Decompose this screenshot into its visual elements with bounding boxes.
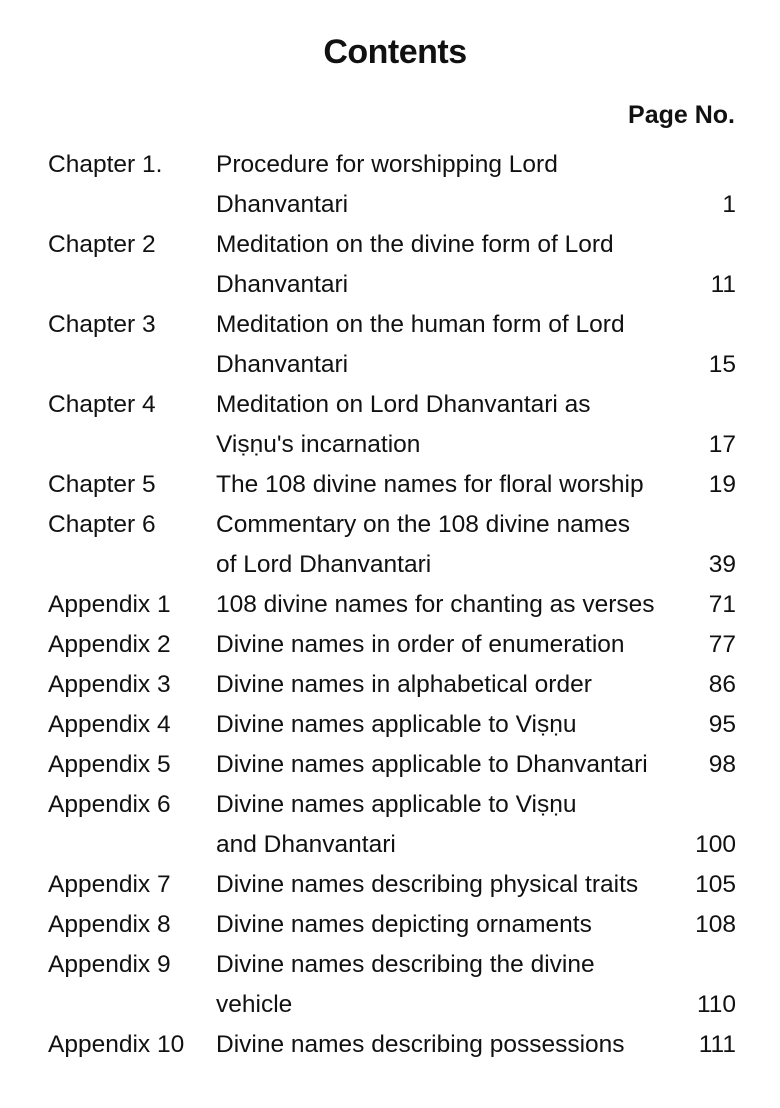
- entry-page-number: 11: [710, 271, 736, 298]
- contents-entry: [48, 465, 736, 505]
- entry-title-line: Meditation on the divine form of Lord: [216, 231, 614, 258]
- entry-title-line: Meditation on the human form of Lord: [216, 311, 625, 338]
- entry-title: [216, 305, 692, 385]
- entry-title-line: Meditation on Lord Dhanvantari as: [216, 391, 591, 418]
- entry-title: [216, 905, 689, 945]
- entry-title-line: Procedure for worshipping Lord: [216, 151, 558, 178]
- entry-label: Chapter 5: [48, 471, 156, 498]
- entry-label: Appendix 9: [48, 951, 171, 978]
- contents-entry: [48, 785, 736, 865]
- entry-title-line: Divine names describing physical traits: [216, 871, 639, 898]
- entry-label: Appendix 5: [48, 751, 171, 778]
- entry-label: Chapter 6: [48, 511, 156, 538]
- entry-page-number: 17: [708, 431, 736, 458]
- entry-page-number: 108: [695, 911, 736, 938]
- entry-title-line: Divine names describing the divine: [216, 951, 595, 978]
- entry-label: Appendix 6: [48, 791, 171, 818]
- entry-page-number: 98: [708, 751, 736, 778]
- entry-page-number: 105: [695, 871, 736, 898]
- entry-page-number: 19: [708, 471, 736, 498]
- entry-title-line: Dhanvantari: [216, 351, 349, 378]
- entry-title: [216, 505, 692, 585]
- entry-title-line: Divine names applicable to Viṣṇu: [216, 711, 577, 738]
- entry-page-number: 39: [708, 551, 736, 578]
- entry-title: [216, 745, 692, 785]
- entry-page-number: 77: [708, 631, 736, 658]
- entry-page-number: 15: [708, 351, 736, 378]
- contents-entry: [48, 1025, 736, 1065]
- entry-page-number: 71: [708, 591, 736, 618]
- entry-page-number: 86: [708, 671, 736, 698]
- contents-entry: [48, 225, 736, 305]
- contents-entry: [48, 905, 736, 945]
- entry-title: [216, 145, 692, 225]
- entry-title: [216, 625, 692, 665]
- contents-list: [48, 145, 736, 1065]
- entry-page-number: 110: [696, 991, 736, 1018]
- entry-label: Chapter 2: [48, 231, 156, 258]
- entry-title-line: Divine names describing possessions: [216, 1031, 625, 1058]
- entry-title-line: Divine names applicable to Viṣṇu: [216, 791, 577, 818]
- entry-label: Chapter 4: [48, 391, 156, 418]
- entry-label: Appendix 10: [48, 1031, 185, 1058]
- entry-title: [216, 1025, 692, 1065]
- contents-entry: [48, 745, 736, 785]
- entry-label: Chapter 1.: [48, 151, 163, 178]
- entry-title: [216, 665, 692, 705]
- entry-title-line: vehicle: [216, 991, 293, 1018]
- entry-title: [216, 785, 689, 865]
- entry-label: Appendix 8: [48, 911, 171, 938]
- entry-title: [216, 385, 692, 465]
- entry-page-number: 111: [698, 1031, 736, 1058]
- entry-title: [216, 865, 689, 905]
- contents-entry: [48, 665, 736, 705]
- entry-label: Appendix 3: [48, 671, 171, 698]
- entry-label: Appendix 7: [48, 871, 171, 898]
- page-title: Contents: [323, 33, 467, 71]
- contents-entry: [48, 385, 736, 465]
- contents-entry: [48, 865, 736, 905]
- entry-label: Appendix 4: [48, 711, 171, 738]
- entry-title-line: Commentary on the 108 divine names: [216, 511, 630, 538]
- entry-title-line: of Lord Dhanvantari: [216, 551, 432, 578]
- entry-title-line: The 108 divine names for floral worship: [216, 471, 644, 498]
- entry-page-number: 1: [722, 191, 736, 218]
- page-number-header: Page No.: [628, 101, 735, 129]
- contents-entry: [48, 145, 736, 225]
- entry-title-line: Dhanvantari: [216, 191, 349, 218]
- entry-title: [216, 465, 692, 505]
- entry-label: Chapter 3: [48, 311, 156, 338]
- contents-entry: [48, 305, 736, 385]
- entry-title-line: 108 divine names for chanting as verses: [216, 591, 655, 618]
- entry-title-line: Divine names applicable to Dhanvantari: [216, 751, 648, 778]
- contents-entry: [48, 585, 736, 625]
- entry-title: [216, 585, 692, 625]
- contents-entry: [48, 705, 736, 745]
- entry-title-line: Viṣṇu's incarnation: [216, 431, 421, 458]
- entry-label: Appendix 1: [48, 591, 171, 618]
- entry-title-line: Divine names in order of enumeration: [216, 631, 625, 658]
- entry-page-number: 95: [708, 711, 736, 738]
- entry-title-line: Divine names in alphabetical order: [216, 671, 592, 698]
- entry-title: [216, 945, 691, 1025]
- contents-entry: [48, 945, 736, 1025]
- entry-title: [216, 705, 692, 745]
- contents-entry: [48, 625, 736, 665]
- entry-title: [216, 225, 692, 305]
- contents-entry: [48, 505, 736, 585]
- entry-page-number: 100: [695, 831, 736, 858]
- entry-title-line: Dhanvantari: [216, 271, 349, 298]
- entry-title-line: Divine names depicting ornaments: [216, 911, 592, 938]
- entry-title-line: and Dhanvantari: [216, 831, 396, 858]
- entry-label: Appendix 2: [48, 631, 171, 658]
